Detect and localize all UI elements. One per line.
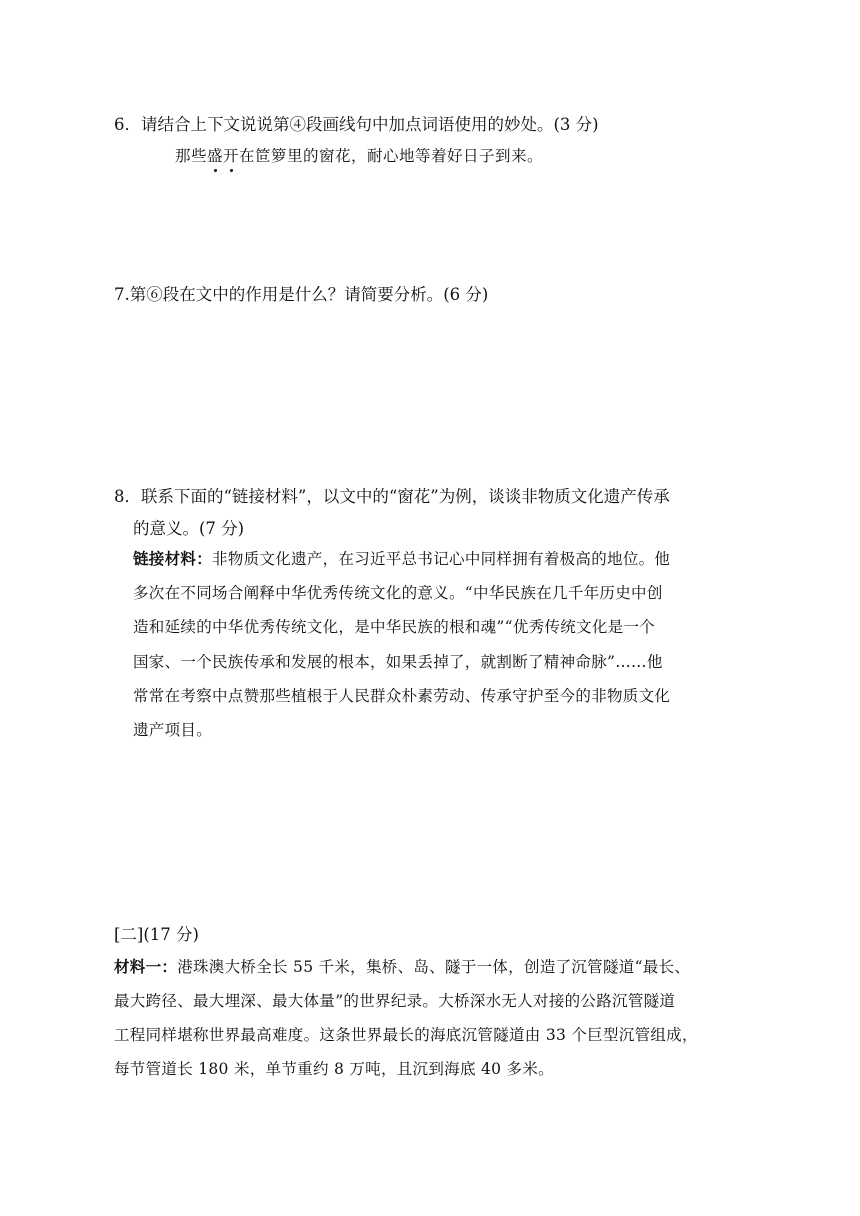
link-material-line-1: 链接材料：非物质文化遗产，在习近平总书记心中同样拥有着极高的地位。他 — [133, 549, 671, 568]
link-material-line-2: 多次在不同场合阐释中华优秀传统文化的意义。“中华民族在几千年历史中创 — [133, 584, 663, 602]
emphasis-dot — [214, 169, 217, 172]
quote-text-after: 在笸箩里的窗花，耐心地等着好日子到来。 — [239, 147, 544, 165]
material-1-line-2: 最大跨径、最大埋深、最大体量”的世界纪录。大桥深水无人对接的公路沉管隧道 — [114, 992, 676, 1010]
section-2-heading: [二](17 分) — [114, 925, 199, 944]
emphasis-dot-char: 开 — [223, 144, 239, 166]
emphasis-dot-char: 盛 — [207, 144, 223, 166]
material-1-line-1: 材料一：港珠澳大桥全长 55 千米，集桥、岛、隧于一体，创造了沉管隧道“最长、 — [114, 957, 691, 976]
question-6-quoted-sentence — [175, 144, 543, 166]
question-8-title-line-1: 8．联系下面的“链接材料”，以文中的“窗花”为例，谈谈非物质文化遗产传承 — [114, 487, 670, 506]
link-material-line-3: 造和延续的中华优秀传统文化，是中华民族的根和魂”“优秀传统文化是一个 — [133, 618, 656, 636]
material-1-label: 材料一： — [114, 957, 178, 976]
question-8-title-line-2: 的意义。(7 分) — [133, 519, 245, 538]
link-material-line-4: 国家、一个民族传承和发展的根本，如果丢掉了，就割断了精神命脉”……他 — [133, 653, 663, 671]
link-material-line-6: 遗产项目。 — [133, 721, 213, 739]
quote-text-before: 那些 — [175, 147, 208, 165]
question-6-title: 6．请结合上下文说说第④段画线句中加点词语使用的妙处。(3 分) — [114, 115, 599, 134]
question-7-title: 7.第⑥段在文中的作用是什么？请简要分析。(6 分) — [114, 285, 489, 304]
link-material-label: 链接材料： — [133, 549, 213, 568]
material-1-line-3: 工程同样堪称世界最高难度。这条世界最长的海底沉管隧道由 33 个巨型沉管组成， — [114, 1026, 698, 1044]
emphasis-dot — [230, 169, 233, 172]
link-material-line-5: 常常在考察中点赞那些植根于人民群众朴素劳动、传承守护至今的非物质文化 — [133, 687, 671, 705]
material-1-line-4: 每节管道长 180 米，单节重约 8 万吨，且沉到海底 40 多米。 — [114, 1060, 554, 1078]
